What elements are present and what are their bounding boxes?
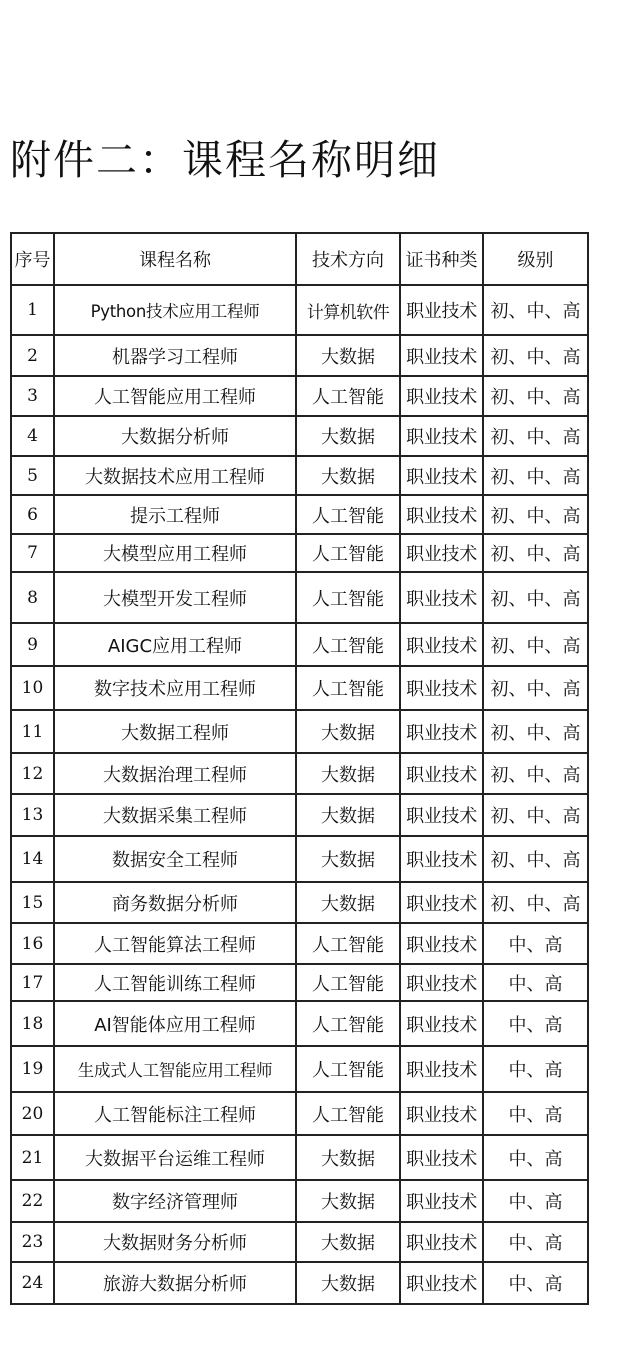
cert-type-cell: 职业技术 bbox=[400, 1180, 483, 1222]
cert-type-cell: 职业技术 bbox=[400, 1046, 483, 1092]
level-cell: 初、中、高 bbox=[483, 882, 588, 923]
tech-direction-cell: 大数据 bbox=[296, 882, 400, 923]
level-cell: 初、中、高 bbox=[483, 623, 588, 666]
cert-type-cell: 职业技术 bbox=[400, 1092, 483, 1135]
cert-type-cell: 职业技术 bbox=[400, 534, 483, 572]
course-name-cell: 数据安全工程师 bbox=[54, 836, 296, 882]
tech-direction-cell: 大数据 bbox=[296, 416, 400, 456]
level-cell: 初、中、高 bbox=[483, 572, 588, 623]
cert-type-cell: 职业技术 bbox=[400, 710, 483, 753]
table-row bbox=[11, 1135, 588, 1180]
cert-type-cell: 职业技术 bbox=[400, 285, 483, 335]
row-number: 15 bbox=[11, 882, 54, 923]
table-row bbox=[11, 882, 588, 923]
cert-type-cell: 职业技术 bbox=[400, 1135, 483, 1180]
row-number: 22 bbox=[11, 1180, 54, 1222]
header-cert-type: 证书种类 bbox=[400, 233, 483, 285]
tech-direction-cell: 大数据 bbox=[296, 753, 400, 794]
table-row bbox=[11, 753, 588, 794]
tech-direction-cell: 人工智能 bbox=[296, 623, 400, 666]
level-cell: 初、中、高 bbox=[483, 285, 588, 335]
tech-direction-cell: 计算机软件 bbox=[296, 285, 400, 335]
row-number: 8 bbox=[11, 572, 54, 623]
cert-type-cell: 职业技术 bbox=[400, 753, 483, 794]
course-name-cell: 大模型开发工程师 bbox=[54, 572, 296, 623]
course-name-cell: 数字技术应用工程师 bbox=[54, 666, 296, 710]
cert-type-cell: 职业技术 bbox=[400, 836, 483, 882]
table-row bbox=[11, 495, 588, 534]
course-name-cell: AIGC应用工程师 bbox=[54, 623, 296, 666]
row-number: 11 bbox=[11, 710, 54, 753]
course-name-cell: 大模型应用工程师 bbox=[54, 534, 296, 572]
row-number: 4 bbox=[11, 416, 54, 456]
course-name-cell: 大数据工程师 bbox=[54, 710, 296, 753]
cert-type-cell: 职业技术 bbox=[400, 964, 483, 1001]
cert-type-cell: 职业技术 bbox=[400, 623, 483, 666]
course-name-cell: 大数据技术应用工程师 bbox=[54, 456, 296, 495]
header-no: 序号 bbox=[11, 233, 54, 285]
row-number: 20 bbox=[11, 1092, 54, 1135]
tech-direction-cell: 大数据 bbox=[296, 456, 400, 495]
course-name-cell: 大数据治理工程师 bbox=[54, 753, 296, 794]
cert-type-cell: 职业技术 bbox=[400, 1222, 483, 1262]
level-cell: 初、中、高 bbox=[483, 534, 588, 572]
row-number: 12 bbox=[11, 753, 54, 794]
course-name-cell: 数字经济管理师 bbox=[54, 1180, 296, 1222]
course-name-cell: 商务数据分析师 bbox=[54, 882, 296, 923]
level-cell: 中、高 bbox=[483, 1135, 588, 1180]
level-cell: 初、中、高 bbox=[483, 335, 588, 376]
cert-type-cell: 职业技术 bbox=[400, 882, 483, 923]
table-row bbox=[11, 623, 588, 666]
course-name-cell: 大数据财务分析师 bbox=[54, 1222, 296, 1262]
level-cell: 初、中、高 bbox=[483, 456, 588, 495]
level-cell: 初、中、高 bbox=[483, 710, 588, 753]
table-row bbox=[11, 1001, 588, 1046]
row-number: 5 bbox=[11, 456, 54, 495]
row-number: 19 bbox=[11, 1046, 54, 1092]
row-number: 14 bbox=[11, 836, 54, 882]
cert-type-cell: 职业技术 bbox=[400, 923, 483, 964]
row-number: 1 bbox=[11, 285, 54, 335]
table-row bbox=[11, 534, 588, 572]
table-row bbox=[11, 1180, 588, 1222]
level-cell: 初、中、高 bbox=[483, 666, 588, 710]
level-cell: 中、高 bbox=[483, 1180, 588, 1222]
tech-direction-cell: 人工智能 bbox=[296, 572, 400, 623]
tech-direction-cell: 人工智能 bbox=[296, 534, 400, 572]
tech-direction-cell: 人工智能 bbox=[296, 923, 400, 964]
cert-type-cell: 职业技术 bbox=[400, 1262, 483, 1304]
course-name-cell: 旅游大数据分析师 bbox=[54, 1262, 296, 1304]
table-row bbox=[11, 1222, 588, 1262]
tech-direction-cell: 人工智能 bbox=[296, 376, 400, 416]
level-cell: 初、中、高 bbox=[483, 416, 588, 456]
tech-direction-cell: 大数据 bbox=[296, 836, 400, 882]
table-header-row bbox=[11, 233, 588, 285]
table-row bbox=[11, 1046, 588, 1092]
table-row bbox=[11, 1092, 588, 1135]
tech-direction-cell: 大数据 bbox=[296, 794, 400, 836]
row-number: 7 bbox=[11, 534, 54, 572]
tech-direction-cell: 人工智能 bbox=[296, 1046, 400, 1092]
course-name-cell: 生成式人工智能应用工程师 bbox=[54, 1046, 296, 1092]
row-number: 3 bbox=[11, 376, 54, 416]
level-cell: 中、高 bbox=[483, 1001, 588, 1046]
level-cell: 中、高 bbox=[483, 964, 588, 1001]
row-number: 21 bbox=[11, 1135, 54, 1180]
header-tech-direction: 技术方向 bbox=[296, 233, 400, 285]
row-number: 23 bbox=[11, 1222, 54, 1262]
course-table bbox=[10, 232, 589, 1305]
row-number: 24 bbox=[11, 1262, 54, 1304]
header-level: 级别 bbox=[483, 233, 588, 285]
row-number: 10 bbox=[11, 666, 54, 710]
course-name-cell: Python技术应用工程师 bbox=[54, 285, 296, 335]
course-name-cell: AI智能体应用工程师 bbox=[54, 1001, 296, 1046]
tech-direction-cell: 大数据 bbox=[296, 710, 400, 753]
page-title: 附件二：课程名称明细 bbox=[10, 136, 440, 184]
course-name-cell: 大数据分析师 bbox=[54, 416, 296, 456]
header-course-name: 课程名称 bbox=[54, 233, 296, 285]
cert-type-cell: 职业技术 bbox=[400, 666, 483, 710]
level-cell: 初、中、高 bbox=[483, 836, 588, 882]
level-cell: 中、高 bbox=[483, 1046, 588, 1092]
course-name-cell: 机器学习工程师 bbox=[54, 335, 296, 376]
table-row bbox=[11, 794, 588, 836]
level-cell: 初、中、高 bbox=[483, 753, 588, 794]
table-row bbox=[11, 964, 588, 1001]
table-row bbox=[11, 1262, 588, 1304]
tech-direction-cell: 人工智能 bbox=[296, 964, 400, 1001]
cert-type-cell: 职业技术 bbox=[400, 376, 483, 416]
level-cell: 中、高 bbox=[483, 923, 588, 964]
cert-type-cell: 职业技术 bbox=[400, 495, 483, 534]
row-number: 18 bbox=[11, 1001, 54, 1046]
table-row bbox=[11, 836, 588, 882]
row-number: 2 bbox=[11, 335, 54, 376]
table-row bbox=[11, 666, 588, 710]
level-cell: 中、高 bbox=[483, 1262, 588, 1304]
tech-direction-cell: 人工智能 bbox=[296, 495, 400, 534]
row-number: 13 bbox=[11, 794, 54, 836]
table-row bbox=[11, 572, 588, 623]
cert-type-cell: 职业技术 bbox=[400, 794, 483, 836]
tech-direction-cell: 大数据 bbox=[296, 1135, 400, 1180]
row-number: 9 bbox=[11, 623, 54, 666]
cert-type-cell: 职业技术 bbox=[400, 572, 483, 623]
tech-direction-cell: 人工智能 bbox=[296, 1092, 400, 1135]
course-name-cell: 人工智能训练工程师 bbox=[54, 964, 296, 1001]
course-name-cell: 大数据平台运维工程师 bbox=[54, 1135, 296, 1180]
table-row bbox=[11, 335, 588, 376]
table-row bbox=[11, 923, 588, 964]
level-cell: 中、高 bbox=[483, 1222, 588, 1262]
table-row bbox=[11, 285, 588, 335]
course-name-cell: 提示工程师 bbox=[54, 495, 296, 534]
tech-direction-cell: 大数据 bbox=[296, 335, 400, 376]
table-row bbox=[11, 416, 588, 456]
tech-direction-cell: 人工智能 bbox=[296, 666, 400, 710]
course-name-cell: 人工智能算法工程师 bbox=[54, 923, 296, 964]
row-number: 17 bbox=[11, 964, 54, 1001]
level-cell: 初、中、高 bbox=[483, 376, 588, 416]
course-name-cell: 大数据采集工程师 bbox=[54, 794, 296, 836]
level-cell: 初、中、高 bbox=[483, 495, 588, 534]
table-row bbox=[11, 456, 588, 495]
cert-type-cell: 职业技术 bbox=[400, 456, 483, 495]
tech-direction-cell: 大数据 bbox=[296, 1262, 400, 1304]
tech-direction-cell: 人工智能 bbox=[296, 1001, 400, 1046]
table-row bbox=[11, 710, 588, 753]
level-cell: 初、中、高 bbox=[483, 794, 588, 836]
row-number: 6 bbox=[11, 495, 54, 534]
cert-type-cell: 职业技术 bbox=[400, 335, 483, 376]
cert-type-cell: 职业技术 bbox=[400, 1001, 483, 1046]
cert-type-cell: 职业技术 bbox=[400, 416, 483, 456]
tech-direction-cell: 大数据 bbox=[296, 1222, 400, 1262]
course-name-cell: 人工智能标注工程师 bbox=[54, 1092, 296, 1135]
level-cell: 中、高 bbox=[483, 1092, 588, 1135]
tech-direction-cell: 大数据 bbox=[296, 1180, 400, 1222]
table-row bbox=[11, 376, 588, 416]
course-name-cell: 人工智能应用工程师 bbox=[54, 376, 296, 416]
row-number: 16 bbox=[11, 923, 54, 964]
